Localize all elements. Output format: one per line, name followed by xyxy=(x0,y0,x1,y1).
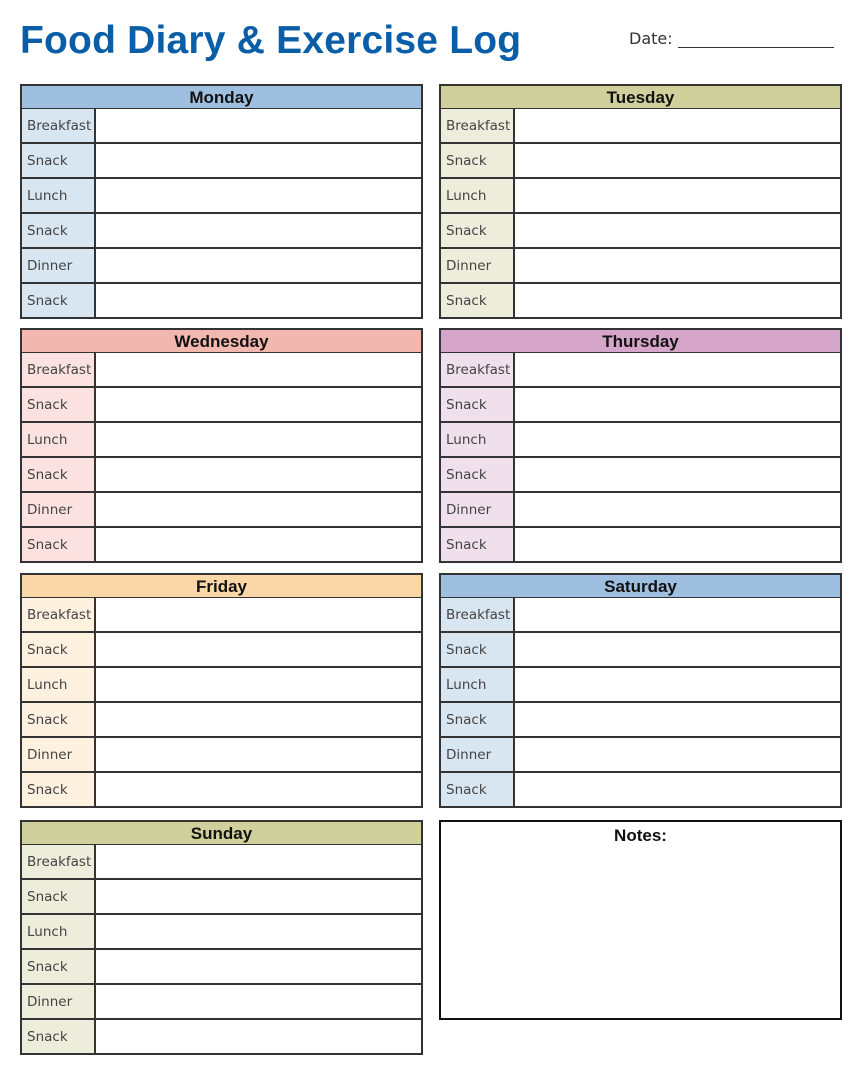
meal-entry-field[interactable] xyxy=(96,598,421,631)
meal-label: Dinner xyxy=(22,493,96,526)
meal-label: Snack xyxy=(441,528,515,561)
meal-entry-field[interactable] xyxy=(96,249,421,282)
meal-entry-field[interactable] xyxy=(515,738,840,771)
meal-row xyxy=(441,144,840,179)
meal-label: Snack xyxy=(22,880,96,913)
meal-label: Lunch xyxy=(441,668,515,701)
notes-title: Notes: xyxy=(614,826,667,845)
meal-label: Snack xyxy=(441,214,515,247)
meal-row xyxy=(22,109,421,144)
meal-label: Breakfast xyxy=(22,598,96,631)
meal-entry-field[interactable] xyxy=(515,214,840,247)
meal-row xyxy=(22,249,421,284)
meal-row xyxy=(441,109,840,144)
meal-label: Breakfast xyxy=(441,109,515,142)
meal-label: Dinner xyxy=(441,493,515,526)
meal-label: Breakfast xyxy=(22,109,96,142)
day-block-saturday xyxy=(439,573,842,808)
meal-entry-field[interactable] xyxy=(96,144,421,177)
meal-label: Snack xyxy=(22,388,96,421)
meal-entry-field[interactable] xyxy=(96,388,421,421)
date-label: Date: xyxy=(629,29,673,48)
day-header: Sunday xyxy=(22,822,421,845)
meal-row xyxy=(22,353,421,388)
meal-label: Snack xyxy=(441,633,515,666)
meal-label: Snack xyxy=(22,633,96,666)
meal-label: Snack xyxy=(22,1020,96,1053)
meal-label: Snack xyxy=(22,950,96,983)
meal-entry-field[interactable] xyxy=(515,249,840,282)
meal-row xyxy=(22,880,421,915)
meal-row xyxy=(441,493,840,528)
date-field xyxy=(629,29,834,48)
meal-row xyxy=(441,284,840,317)
meal-row xyxy=(22,1020,421,1053)
meal-row xyxy=(441,528,840,561)
meal-row xyxy=(441,668,840,703)
meal-label: Lunch xyxy=(22,668,96,701)
day-block-monday xyxy=(20,84,423,319)
meal-row xyxy=(441,703,840,738)
meal-entry-field[interactable] xyxy=(515,423,840,456)
meal-label: Snack xyxy=(22,458,96,491)
meal-row xyxy=(22,773,421,806)
meal-label: Snack xyxy=(441,458,515,491)
meal-row xyxy=(22,845,421,880)
meal-entry-field[interactable] xyxy=(515,353,840,386)
meal-label: Snack xyxy=(22,773,96,806)
meal-row xyxy=(441,353,840,388)
meal-row xyxy=(441,633,840,668)
meal-row xyxy=(22,703,421,738)
meal-label: Dinner xyxy=(22,249,96,282)
meal-entry-field[interactable] xyxy=(96,633,421,666)
meal-entry-field[interactable] xyxy=(96,950,421,983)
meal-entry-field[interactable] xyxy=(96,985,421,1018)
meal-entry-field[interactable] xyxy=(515,388,840,421)
meal-row xyxy=(22,598,421,633)
day-header: Tuesday xyxy=(441,86,840,109)
meal-entry-field[interactable] xyxy=(515,598,840,631)
meal-entry-field[interactable] xyxy=(515,458,840,491)
meal-row xyxy=(22,668,421,703)
meal-row xyxy=(441,388,840,423)
meal-entry-field[interactable] xyxy=(96,214,421,247)
meal-row xyxy=(22,493,421,528)
day-header: Wednesday xyxy=(22,330,421,353)
meal-row xyxy=(22,950,421,985)
day-block-thursday xyxy=(439,328,842,563)
page-title: Food Diary & Exercise Log xyxy=(20,19,522,62)
meal-label: Snack xyxy=(22,144,96,177)
meal-label: Breakfast xyxy=(441,353,515,386)
meal-row xyxy=(22,144,421,179)
meal-row xyxy=(441,598,840,633)
meal-label: Dinner xyxy=(441,249,515,282)
meal-entry-field[interactable] xyxy=(96,668,421,701)
meal-row xyxy=(22,214,421,249)
meal-label: Snack xyxy=(441,284,515,317)
meal-row xyxy=(441,179,840,214)
date-input-line[interactable] xyxy=(678,29,834,48)
meal-label: Dinner xyxy=(22,738,96,771)
meal-label: Breakfast xyxy=(22,353,96,386)
meal-entry-field[interactable] xyxy=(515,703,840,736)
meal-label: Snack xyxy=(22,528,96,561)
meal-entry-field[interactable] xyxy=(96,109,421,142)
meal-row xyxy=(441,423,840,458)
meal-label: Lunch xyxy=(441,179,515,212)
meal-label: Breakfast xyxy=(441,598,515,631)
meal-label: Snack xyxy=(441,773,515,806)
meal-entry-field[interactable] xyxy=(515,179,840,212)
meal-row xyxy=(22,915,421,950)
meal-row xyxy=(441,214,840,249)
meal-entry-field[interactable] xyxy=(96,703,421,736)
meal-row xyxy=(22,388,421,423)
day-block-wednesday xyxy=(20,328,423,563)
meal-entry-field[interactable] xyxy=(96,738,421,771)
meal-entry-field[interactable] xyxy=(96,773,421,806)
meal-entry-field[interactable] xyxy=(515,773,840,806)
meal-row xyxy=(22,423,421,458)
meal-label: Snack xyxy=(22,214,96,247)
meal-label: Lunch xyxy=(22,915,96,948)
meal-row xyxy=(22,284,421,317)
meal-entry-field[interactable] xyxy=(96,915,421,948)
meal-label: Lunch xyxy=(22,179,96,212)
meal-label: Dinner xyxy=(441,738,515,771)
meal-entry-field[interactable] xyxy=(96,179,421,212)
meal-row xyxy=(441,249,840,284)
meal-entry-field[interactable] xyxy=(96,528,421,561)
day-header: Saturday xyxy=(441,575,840,598)
meal-entry-field[interactable] xyxy=(96,845,421,878)
meal-row xyxy=(22,528,421,561)
day-block-tuesday xyxy=(439,84,842,319)
meal-entry-field[interactable] xyxy=(515,528,840,561)
day-block-friday xyxy=(20,573,423,808)
meal-entry-field[interactable] xyxy=(96,284,421,317)
meal-label: Snack xyxy=(441,144,515,177)
meal-entry-field[interactable] xyxy=(96,493,421,526)
meal-row xyxy=(441,773,840,806)
meal-label: Lunch xyxy=(441,423,515,456)
meal-entry-field[interactable] xyxy=(515,668,840,701)
day-header: Friday xyxy=(22,575,421,598)
meal-entry-field[interactable] xyxy=(515,493,840,526)
meal-row xyxy=(22,738,421,773)
meal-label: Breakfast xyxy=(22,845,96,878)
meal-entry-field[interactable] xyxy=(96,353,421,386)
meal-entry-field[interactable] xyxy=(96,458,421,491)
meal-entry-field[interactable] xyxy=(96,880,421,913)
meal-label: Snack xyxy=(22,703,96,736)
meal-label: Dinner xyxy=(22,985,96,1018)
meal-entry-field[interactable] xyxy=(96,1020,421,1053)
meal-entry-field[interactable] xyxy=(515,109,840,142)
meal-label: Snack xyxy=(22,284,96,317)
day-header: Thursday xyxy=(441,330,840,353)
meal-row xyxy=(441,458,840,493)
notes-box[interactable] xyxy=(439,820,842,1020)
meal-label: Lunch xyxy=(22,423,96,456)
meal-entry-field[interactable] xyxy=(515,284,840,317)
day-header: Monday xyxy=(22,86,421,109)
day-block-sunday xyxy=(20,820,423,1055)
meal-label: Snack xyxy=(441,703,515,736)
meal-row xyxy=(22,179,421,214)
meal-row xyxy=(22,458,421,493)
meal-entry-field[interactable] xyxy=(515,633,840,666)
meal-label: Snack xyxy=(441,388,515,421)
meal-row xyxy=(441,738,840,773)
meal-row xyxy=(22,633,421,668)
meal-entry-field[interactable] xyxy=(96,423,421,456)
meal-row xyxy=(22,985,421,1020)
meal-entry-field[interactable] xyxy=(515,144,840,177)
